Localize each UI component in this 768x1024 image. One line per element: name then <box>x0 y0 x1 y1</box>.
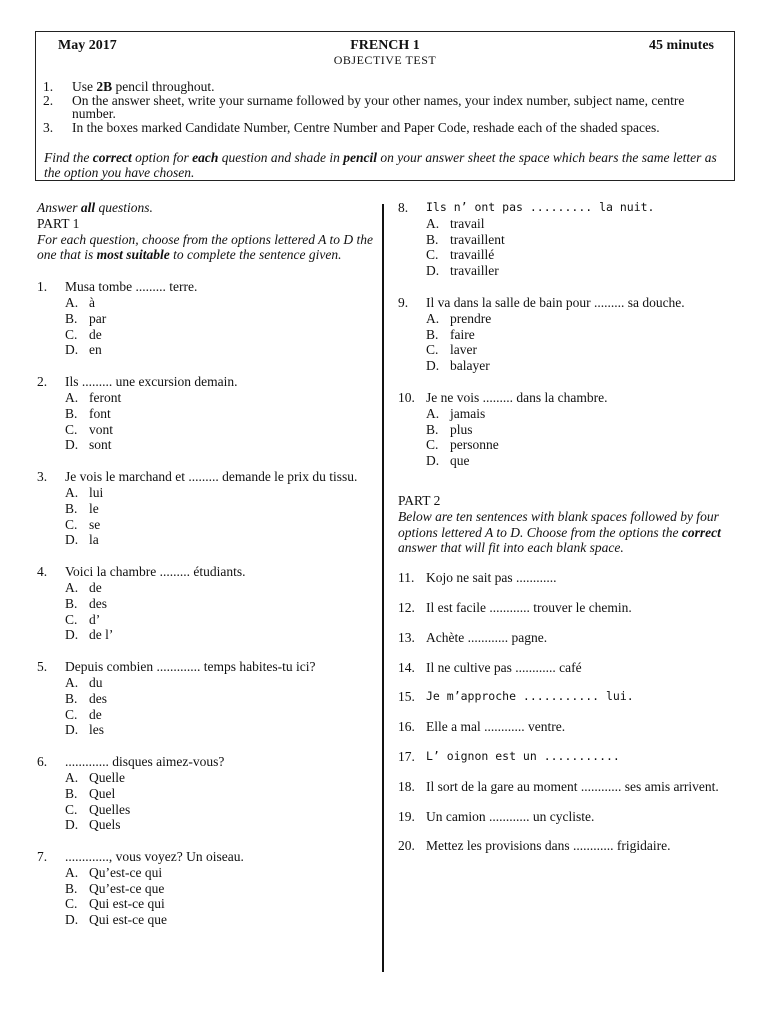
question-14: 14. Il ne cultive pas ............ café <box>398 659 582 675</box>
column-divider <box>382 204 384 972</box>
options-list <box>398 311 730 374</box>
question-15: 15. Je m’approche ........... lui. <box>398 689 634 705</box>
question-16: 16. Elle a mal ............ ventre. <box>398 719 566 735</box>
exam-paper-type: OBJECTIVE TEST <box>333 53 437 67</box>
question-11: 11. Kojo ne sait pas ............ <box>398 570 557 586</box>
option[interactable]: C. personne <box>426 437 499 453</box>
question-17: 17. L’ oignon est un ........... <box>398 748 620 764</box>
option[interactable]: B. plus <box>426 421 473 437</box>
option[interactable]: C. d’ <box>65 611 101 627</box>
option[interactable]: B. par <box>65 310 107 326</box>
question-18: 18. Il sort de la gare au moment ............ ses amis arrivent. <box>398 778 719 794</box>
option[interactable]: C. travaillé <box>426 247 495 263</box>
question-13: 13. Achète ............ pagne. <box>398 629 548 645</box>
option[interactable]: A. à <box>65 294 95 310</box>
option[interactable]: C. se <box>65 516 101 532</box>
answer-instruction: Find the correct option for each question and shade in pencil on your answer sheet the space which bears the same letter as the option you have chosen. <box>44 150 717 180</box>
options-list <box>398 406 730 469</box>
option[interactable]: B. des <box>65 690 107 706</box>
exam-header-box <box>35 31 735 181</box>
option[interactable]: A. Qu’est-ce qui <box>65 864 163 880</box>
question-12: 12. Il est facile ............ trouver le chemin. <box>398 599 632 615</box>
options-list <box>37 580 375 643</box>
option[interactable]: D. en <box>65 342 102 358</box>
option[interactable]: A. travail <box>426 215 485 231</box>
option[interactable]: B. Qu’est-ce que <box>65 880 165 896</box>
option[interactable]: C. Qui est-ce qui <box>65 896 165 912</box>
option[interactable]: A. lui <box>65 484 104 500</box>
option[interactable]: B. font <box>65 405 111 421</box>
option[interactable]: C. laver <box>426 342 477 358</box>
exam-date: May 2017 <box>58 38 117 53</box>
option[interactable]: D. les <box>65 722 104 738</box>
option[interactable]: B. le <box>65 500 99 516</box>
option[interactable]: A. feront <box>65 389 122 405</box>
question-1: 1. Musa tombe ......... terre. A. à B. par C. de D. en <box>37 279 375 358</box>
exam-subject: FRENCH 1 <box>350 38 420 53</box>
question-5: 5. Depuis combien ............. temps habites-tu ici? A. du B. des C. de D. les <box>37 659 375 738</box>
instructions-list <box>43 80 723 135</box>
question-20: 20. Mettez les provisions dans ............ frigidaire. <box>398 838 671 854</box>
options-list <box>37 390 375 453</box>
option[interactable]: C. vont <box>65 421 114 437</box>
option[interactable]: B. des <box>65 595 107 611</box>
option[interactable]: D. la <box>65 532 99 548</box>
part2-title: PART 2 <box>398 492 441 508</box>
options-list <box>37 295 375 358</box>
question-3: 3. Je vois le marchand et ......... demande le prix du tissu. A. lui B. le C. se D. la <box>37 469 375 548</box>
option[interactable]: D. de l’ <box>65 627 114 643</box>
options-list <box>37 865 375 928</box>
option[interactable]: C. de <box>65 706 102 722</box>
option[interactable]: A. du <box>65 674 103 690</box>
answer-all-note: Answer all questions. <box>37 200 153 215</box>
part1-title: PART 1 <box>37 215 80 231</box>
options-list <box>398 216 730 279</box>
question-2: 2. Ils ......... une excursion demain. A. feront B. font C. vont D. sont <box>37 374 375 453</box>
question-7: 7. ............., vous voyez? Un oiseau. A. Qu’est-ce qui B. Qu’est-ce que C. Qui est-ce qui D. Qui est-ce que <box>37 849 375 928</box>
option[interactable]: A. jamais <box>426 405 486 421</box>
option[interactable]: D. balayer <box>426 358 490 374</box>
part1-instructions: For each question, choose from the options lettered A to D the one that is most suitable to complete the sentence given. <box>37 231 373 263</box>
instruction-item: 1. Use 2B pencil throughout. <box>43 79 215 94</box>
option[interactable]: B. travaillent <box>426 231 505 247</box>
right-column <box>398 200 730 854</box>
option[interactable]: C. de <box>65 326 102 342</box>
options-list <box>37 485 375 548</box>
instruction-item: 3. In the boxes marked Candidate Number, Centre Number and Paper Code, reshade each of the shaded spaces. <box>43 120 660 135</box>
options-list <box>37 675 375 738</box>
question-4: 4. Voici la chambre ......... étudiants. A. de B. des C. d’ D. de l’ <box>37 564 375 643</box>
instruction-item: 2. On the answer sheet, write your surname followed by your other names, your index number, subject name, centre number. <box>43 93 685 121</box>
question-6: 6. ............. disques aimez-vous? A. Quelle B. Quel C. Quelles D. Quels <box>37 754 375 833</box>
left-column <box>37 200 375 928</box>
option[interactable]: B. faire <box>426 326 475 342</box>
option[interactable]: D. travailler <box>426 263 499 279</box>
option[interactable]: A. prendre <box>426 310 492 326</box>
option[interactable]: C. Quelles <box>65 801 131 817</box>
option[interactable]: D. que <box>426 453 470 469</box>
option[interactable]: A. Quelle <box>65 769 125 785</box>
exam-duration: 45 minutes <box>649 38 714 53</box>
option[interactable]: D. Quels <box>65 817 121 833</box>
question-19: 19. Un camion ............ un cycliste. <box>398 808 595 824</box>
question-8: 8. Ils n’ ont pas ......... la nuit. A. travail B. travaillent C. travaillé D. travailler <box>398 200 730 279</box>
option[interactable]: A. de <box>65 579 102 595</box>
option[interactable]: D. Qui est-ce que <box>65 912 167 928</box>
options-list <box>37 770 375 833</box>
question-10: 10. Je ne vois ......... dans la chambre. A. jamais B. plus C. personne D. que <box>398 390 730 469</box>
part2-instructions: Below are ten sentences with blank spaces followed by four options lettered A to D. Choose from the options the correct answer that will fit into each blank space. <box>398 508 721 556</box>
option[interactable]: D. sont <box>65 437 112 453</box>
option[interactable]: B. Quel <box>65 785 116 801</box>
question-9: 9. Il va dans la salle de bain pour ......... sa douche. A. prendre B. faire C. laver D. balayer <box>398 295 730 374</box>
